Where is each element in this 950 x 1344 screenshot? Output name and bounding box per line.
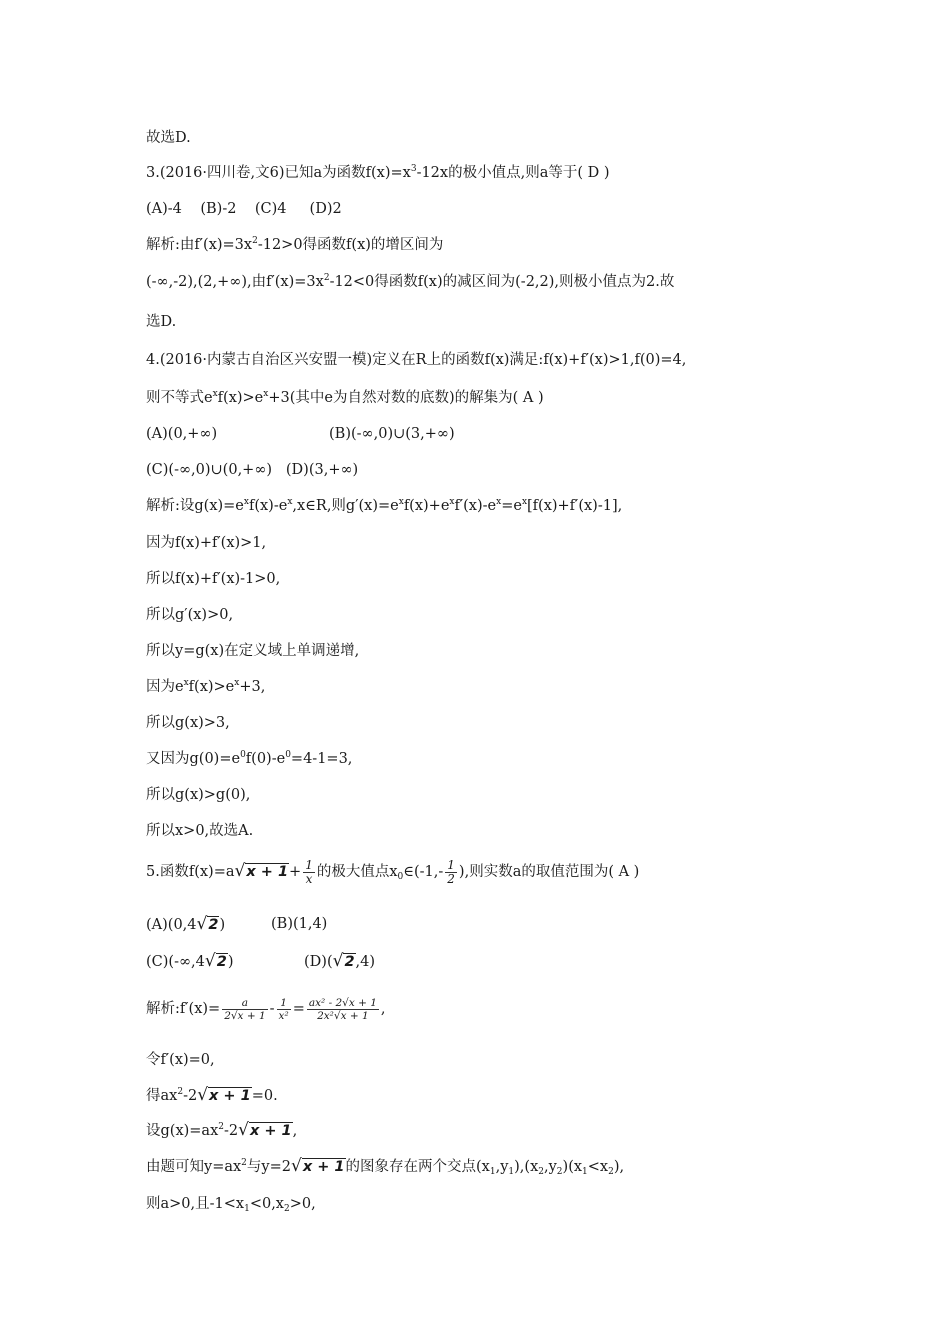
line-text: = [292, 1001, 305, 1017]
options-q5-cd [146, 951, 376, 972]
line-text: 3.(2016·四川卷,文6)已知a为函数f(x)=x [146, 165, 411, 181]
sqrt-expression: √x + 1 [290, 1156, 345, 1176]
line-text: 所以f(x)+f′(x)-1>0, [146, 571, 281, 587]
line-text: 又因为g(0)=e [146, 751, 241, 767]
sqrt-expression: √2 [196, 914, 219, 934]
numerator: a [222, 997, 267, 1010]
line-text: =0. [251, 1088, 278, 1104]
line-text: 的极大值点x [316, 864, 398, 880]
denominator: 2 [447, 871, 455, 886]
fraction [303, 859, 315, 886]
superscript: 2 [252, 236, 258, 246]
sqrt-expression: √2 [332, 951, 355, 971]
line-text: ), [613, 1159, 625, 1175]
line-text: (A)(0,4 [146, 917, 197, 933]
line-text: (C)(-∞,0)∪(0,+∞) (D)(3,+∞) [146, 462, 359, 478]
line-text: 所以g(x)>3, [146, 715, 230, 731]
line-text: f′(x)-e [454, 498, 497, 514]
text-line [146, 677, 265, 697]
numerator: ax² - 2√x + 1 [308, 996, 377, 1009]
line-text: (B)(1,4) [271, 916, 328, 932]
line-text: - [269, 1001, 275, 1017]
line-text: 所以g(x)>g(0), [146, 787, 251, 803]
sqrt-expression: √x + 1 [238, 1120, 292, 1140]
line-text: ,x∈R,则g′(x)=e [292, 498, 399, 514]
superscript: 3 [410, 164, 417, 174]
text-line [146, 312, 176, 332]
fraction [277, 997, 291, 1022]
line-text: -2 [183, 1088, 198, 1104]
line-text: 则不等式e [146, 390, 213, 406]
subscript: 1 [244, 1204, 250, 1214]
line-text: (A)(0,+∞) [146, 426, 218, 442]
line-text: 与y=2 [246, 1159, 291, 1175]
line-text: <x [587, 1159, 609, 1175]
line-text: 4.(2016·内蒙古自治区兴安盟一模)定义在R上的函数f(x)满足:f(x)+f′(x)>1,f(0)=4, [146, 352, 687, 368]
line-text: ),则实数a的取值范围为( A ) [458, 864, 640, 880]
line-text: =e [501, 498, 522, 514]
line-text: 所以y=g(x)在定义域上单调递增, [146, 643, 360, 659]
fraction [307, 997, 379, 1022]
options-q4-cd [146, 460, 358, 480]
options-q3 [146, 199, 342, 219]
line-text: 选D. [146, 314, 177, 330]
superscript: 2 [177, 1087, 184, 1097]
superscript: x [234, 678, 240, 688]
line-text: 设g(x)=ax [146, 1123, 219, 1139]
superscript: x [496, 497, 502, 507]
superscript: 2 [241, 1158, 247, 1168]
line-text: (-∞,-2),(2,+∞),由f′(x)=3x [146, 274, 324, 290]
text-line [146, 569, 280, 589]
question-4 [146, 350, 686, 370]
text-line [146, 1156, 624, 1177]
line-text: (C)(-∞,4 [146, 954, 205, 970]
line-text: (D)( [304, 954, 333, 970]
denominator: x² [278, 1009, 289, 1022]
line-text: f(x)-e [248, 498, 288, 514]
line-text: + [289, 864, 302, 880]
radicand: 2 [344, 954, 355, 970]
line-text: 所以x>0,故选A. [146, 823, 254, 839]
line-text: , [292, 1123, 298, 1139]
text-line [146, 785, 250, 805]
radicand: 2 [216, 954, 227, 970]
superscript: x [521, 497, 528, 507]
line-text: -2 [223, 1123, 239, 1139]
subscript: 1 [582, 1167, 588, 1177]
line-text: ),(x [514, 1159, 539, 1175]
superscript: 0 [240, 750, 246, 760]
line-text: (A)-4 (B)-2 (C)4 (D)2 [146, 201, 342, 217]
line-text: f(0)-e [245, 751, 286, 767]
text-line [146, 1120, 297, 1141]
line-text: 因为e [146, 679, 184, 695]
text-line [146, 235, 443, 255]
option-d [304, 951, 375, 972]
text-line [146, 1085, 278, 1106]
denominator: 2x²√x + 1 [317, 1009, 369, 1022]
radicand: x + 1 [302, 1159, 345, 1175]
subscript: 2 [608, 1167, 614, 1177]
line-text: )(x [562, 1159, 583, 1175]
radicand: x + 1 [246, 864, 289, 880]
text-line [146, 605, 233, 625]
fraction [222, 997, 267, 1022]
subscript: 2 [284, 1204, 290, 1214]
line-text: <0,x [249, 1196, 284, 1212]
superscript: 2 [323, 273, 330, 283]
line-text: +3(其中e为自然对数的底数)的解集为( A ) [268, 390, 544, 406]
line-text: 解析:f′(x)= [146, 1001, 221, 1017]
question-5 [146, 858, 639, 886]
text-line [146, 1050, 215, 1070]
line-text: f(x)+e [403, 498, 450, 514]
line-text: f(x)>e [217, 390, 264, 406]
superscript: x [398, 497, 404, 507]
line-text: -12>0得函数f(x)的增区间为 [257, 237, 444, 253]
radicand: 2 [208, 917, 219, 933]
radicand: x + 1 [249, 1123, 292, 1139]
line-text: 解析:由f′(x)=3x [146, 237, 253, 253]
sqrt-expression: √2 [204, 951, 227, 971]
superscript: x [287, 497, 293, 507]
superscript: x [183, 678, 189, 688]
numerator: 1 [447, 857, 455, 872]
line-text: [f(x)+f′(x)-1], [527, 498, 623, 514]
line-text: 则a>0,且-1<x [146, 1196, 245, 1212]
subscript: 1 [489, 1167, 496, 1177]
text-line [146, 641, 359, 661]
subscript: 2 [556, 1167, 563, 1177]
sqrt-expression: √x + 1 [234, 861, 289, 881]
denominator: x [305, 871, 313, 886]
text-line [146, 388, 544, 408]
superscript: x [263, 389, 269, 399]
superscript: x [449, 497, 455, 507]
superscript: 2 [218, 1122, 224, 1132]
superscript: x [212, 389, 218, 399]
line-text: -12<0得函数f(x)的减区间为(-2,2),则极小值点为2.故 [329, 274, 675, 290]
options-q4-ab [146, 424, 455, 444]
denominator: 2√x + 1 [224, 1009, 266, 1022]
text-line [146, 533, 266, 553]
line-text: 解析:设g(x)=e [146, 498, 244, 514]
radicand: x + 1 [209, 1088, 251, 1104]
line-text: 故选D. [146, 130, 191, 146]
line-text: =4-1=3, [290, 751, 353, 767]
line-text: ,y [495, 1159, 509, 1175]
line-text: 所以g′(x)>0, [146, 607, 234, 623]
text-line [146, 272, 674, 292]
line-text: (B)(-∞,0)∪(3,+∞) [329, 426, 455, 442]
superscript: 0 [285, 750, 291, 760]
line-text: ,4) [355, 954, 376, 970]
line-text: 5.函数f(x)=a [146, 864, 235, 880]
numerator: 1 [305, 857, 313, 872]
options-q5-ab [146, 914, 328, 935]
subscript: 2 [538, 1167, 544, 1177]
question-3 [146, 163, 610, 183]
line-text: ) [219, 917, 226, 933]
text-line [146, 1194, 316, 1214]
line-text: f(x)>e [188, 679, 235, 695]
text-line [146, 821, 253, 841]
line-text: -12x的极小值点,则a等于( D ) [416, 165, 610, 181]
text-line [146, 994, 386, 1024]
line-text: , [380, 1001, 386, 1017]
line-text: ∈(-1,- [403, 864, 444, 880]
line-text: 因为f(x)+f′(x)>1, [146, 535, 267, 551]
line-text: ) [227, 954, 234, 970]
subscript: 1 [508, 1167, 515, 1177]
superscript: x [243, 497, 249, 507]
numerator: 1 [277, 997, 291, 1010]
line-text: >0, [289, 1196, 316, 1212]
line-text: 令f′(x)=0, [146, 1052, 215, 1068]
text-line [146, 128, 191, 148]
line-text: ,y [543, 1159, 557, 1175]
line-text: 得ax [146, 1088, 178, 1104]
line-text: 的图象存在两个交点(x [345, 1159, 490, 1175]
fraction [445, 859, 457, 886]
text-line [146, 496, 622, 516]
line-text: 由题可知y=ax [146, 1159, 242, 1175]
subscript: 0 [397, 872, 404, 882]
text-line [146, 713, 230, 733]
line-text: +3, [239, 679, 266, 695]
sqrt-expression: √x + 1 [197, 1085, 251, 1105]
text-line [146, 749, 352, 769]
